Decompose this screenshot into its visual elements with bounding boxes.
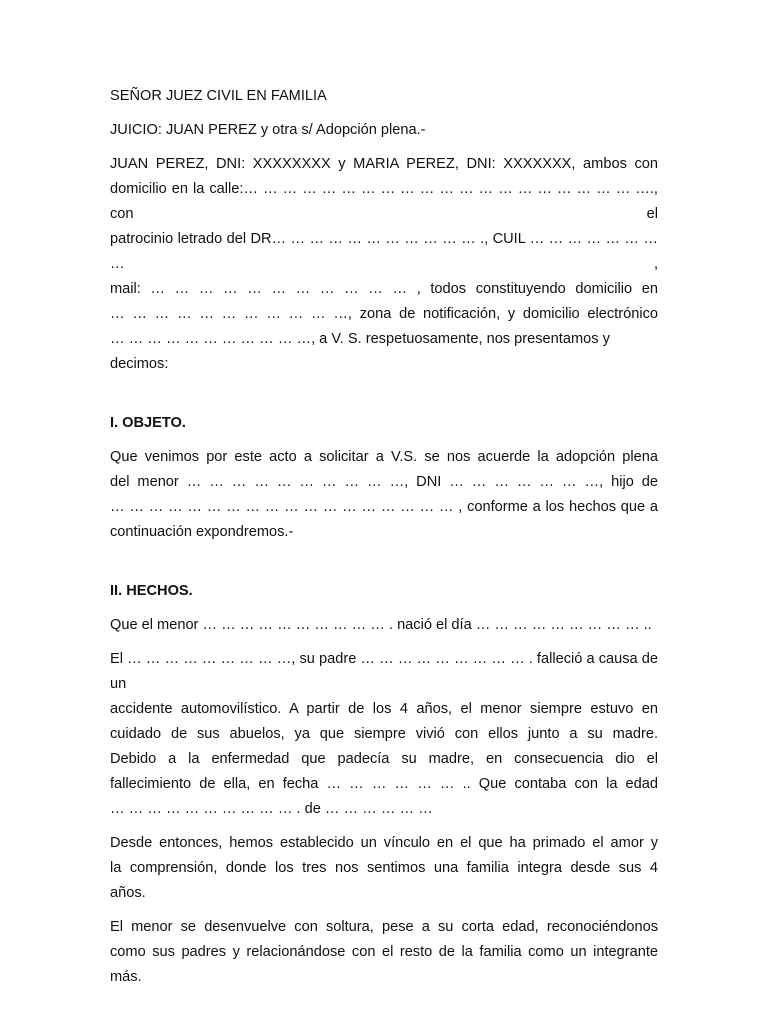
section-heading-objeto: I. OBJETO. xyxy=(110,415,186,431)
hechos-line: Debido a la enfermedad que padecía su madre, en consecuencia dio el xyxy=(110,751,658,767)
hechos-line: Desde entonces, hemos establecido un vínculo en el que ha primado el amor y xyxy=(110,835,658,851)
intro-line: patrocinio letrado del DR… … … … … … … … … … … ., CUIL … … … … … … … … , xyxy=(110,231,658,272)
hechos-paragraph-4 xyxy=(110,915,658,990)
hechos-line: años. xyxy=(110,885,146,901)
hechos-line: accidente automovilístico. A partir de los 4 años, el menor siempre estuvo en xyxy=(110,701,658,717)
intro-line: … … … … … … … … … … …, zona de notificación, y domicilio electrónico xyxy=(110,306,658,322)
objeto-line: continuación expondremos.- xyxy=(110,524,294,540)
section-heading-hechos: II. HECHOS. xyxy=(110,583,193,599)
hechos-paragraph-2 xyxy=(110,647,658,822)
hechos-line: cuidado de sus abuelos, ya que siempre vivió con ellos junto a su madre. xyxy=(110,726,658,742)
intro-line: mail: … … … … … … … … … … … , todos constituyendo domicilio en xyxy=(110,281,658,297)
objeto-line: … … … … … … … … … … … … … … … … … … , conforme a los hechos que a xyxy=(110,499,658,515)
hechos-line: la comprensión, donde los tres nos sentimos una familia integra desde sus 4 xyxy=(110,860,658,876)
document-body xyxy=(110,84,658,999)
addressee: SEÑOR JUEZ CIVIL EN FAMILIA xyxy=(110,88,327,104)
hechos-paragraph-1: Que el menor … … … … … … … … … … . nació el día … … … … … … … … … .. xyxy=(110,617,652,633)
hechos-line: fallecimiento de ella, en fecha … … … … … … .. Que contaba con la edad xyxy=(110,776,658,792)
hechos-line: El menor se desenvuelve con soltura, pese a su corta edad, reconociéndonos xyxy=(110,919,658,935)
objeto-line: Que venimos por este acto a solicitar a V.S. se nos acuerde la adopción plena xyxy=(110,449,658,465)
hechos-line: … … … … … … … … … … . de … … … … … … xyxy=(110,801,433,817)
case-title: JUICIO: JUAN PEREZ y otra s/ Adopción plena.- xyxy=(110,122,426,138)
hechos-line: más. xyxy=(110,969,142,985)
intro-line: domicilio en la calle:… … … … … … … … … … … … … … … … … … … … …., con el xyxy=(110,181,658,222)
hechos-line: El … … … … … … … … …, su padre … … … … … … … … … . falleció a causa de un xyxy=(110,651,658,692)
hechos-paragraph-3 xyxy=(110,831,658,906)
intro-line: JUAN PEREZ, DNI: XXXXXXXX y MARIA PEREZ, DNI: XXXXXXX, ambos con xyxy=(110,156,658,172)
objeto-line: del menor … … … … … … … … … …, DNI … … … … … … …, hijo de xyxy=(110,474,658,490)
intro-paragraph xyxy=(110,152,658,377)
hechos-line: como sus padres y relacionándose con el resto de la familia como un integrante xyxy=(110,944,658,960)
objeto-paragraph xyxy=(110,445,658,545)
intro-line: … … … … … … … … … … …, a V. S. respetuosamente, nos presentamos y decimos: xyxy=(110,331,610,372)
